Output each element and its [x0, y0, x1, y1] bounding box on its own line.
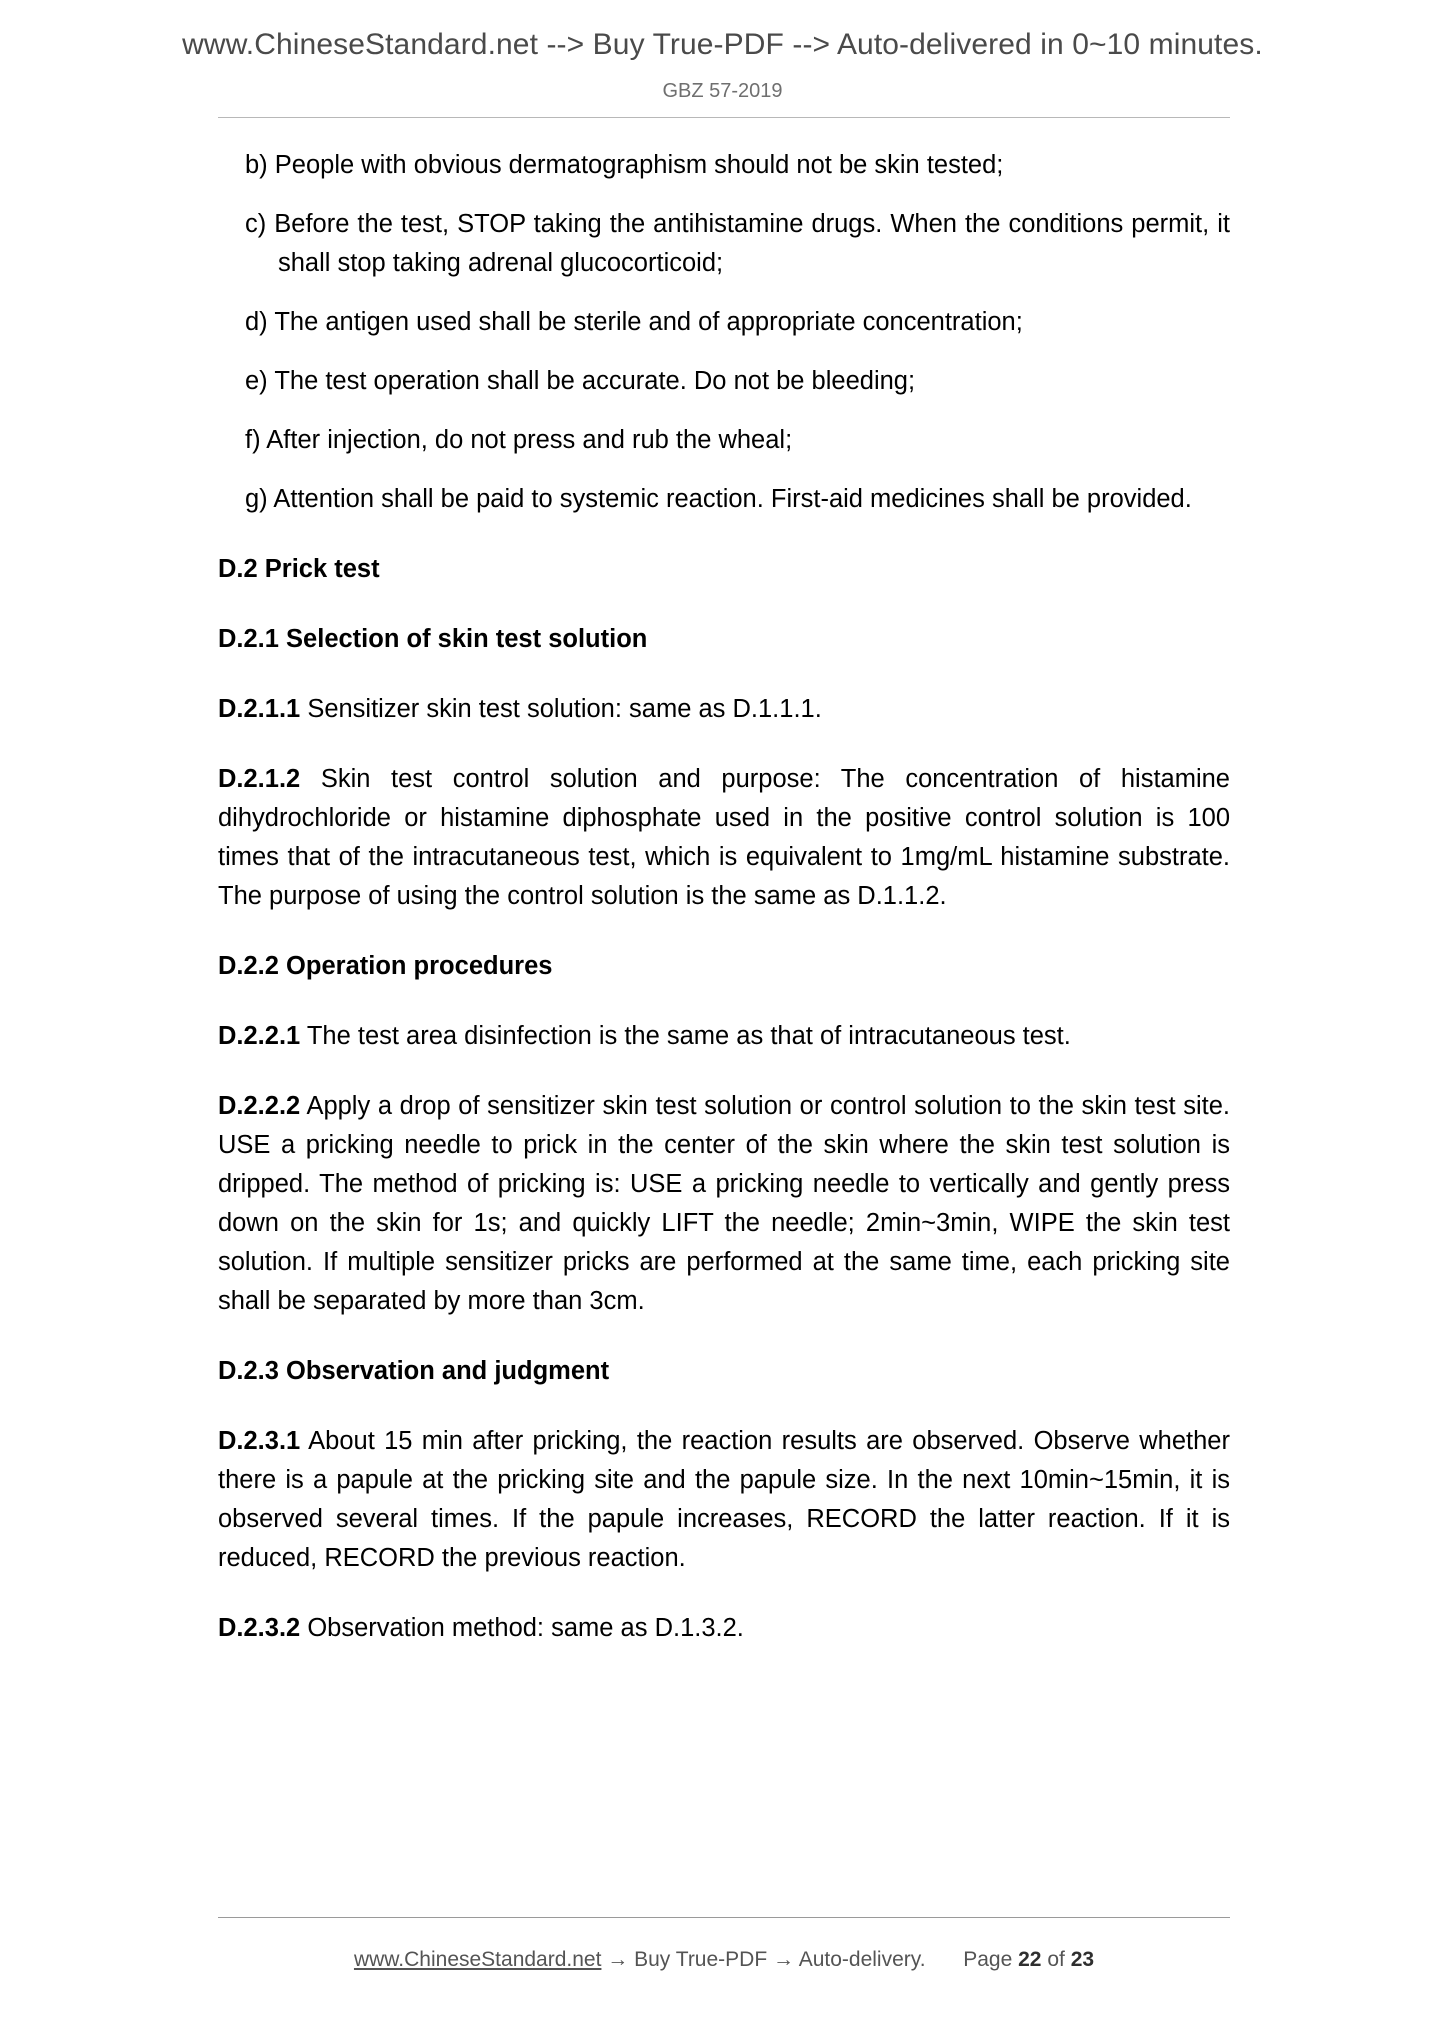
- section-paragraph-d212: [218, 760, 1230, 916]
- list-item-marker: d): [245, 308, 268, 336]
- list-item: [230, 362, 1230, 401]
- section-heading-d22: [218, 947, 1230, 986]
- section-text: Sensitizer skin test solution: same as D.1.1.1.: [307, 695, 822, 723]
- footer-page-label: Page: [963, 1948, 1013, 1971]
- list-item-marker: b): [245, 151, 268, 179]
- standard-number: GBZ 57-2019: [662, 80, 783, 102]
- footer-total-pages: 23: [1070, 1948, 1095, 1971]
- list-item: [230, 146, 1230, 185]
- list-item-text: Attention shall be paid to systemic reaction. First-aid medicines shall be provided.: [273, 485, 1192, 513]
- section-number: D.2.2.1: [218, 1022, 301, 1050]
- footer-of-label: of: [1047, 1948, 1065, 1971]
- page-footer: [218, 1948, 1230, 1972]
- section-number: D.2.1.1: [218, 695, 301, 723]
- list-item: [230, 303, 1230, 342]
- section-paragraph-d232: [218, 1609, 1230, 1648]
- list-item-text: The test operation shall be accurate. Do not be bleeding;: [274, 367, 916, 395]
- footer-delivery-label: Auto-delivery.: [798, 1948, 926, 1971]
- section-number: D.2.1: [218, 625, 279, 653]
- list-item-text: After injection, do not press and rub the wheal;: [266, 426, 793, 454]
- list-item-text: Before the test, STOP taking the antihistamine drugs. When the conditions permit, it shall stop taking adrenal glucocorticoid;: [274, 210, 1230, 277]
- section-text: Apply a drop of sensitizer skin test solution or control solution to the skin test site. USE a pricking needle to prick in the center of the skin where the skin test solution is dripped. The method of pricking is: USE a pricking needle to vertically and gently press down on the skin for 1s; and quickly LIFT the needle; 2min~3min, WIPE the skin test solution. If multiple sensitizer pricks are performed at the same time, each pricking site shall be separated by more than 3cm.: [218, 1092, 1230, 1315]
- footer-buy-label: Buy True-PDF: [634, 1948, 768, 1971]
- section-title: Selection of skin test solution: [286, 625, 648, 653]
- footer-divider: [218, 1917, 1230, 1918]
- section-title: Operation procedures: [286, 952, 553, 980]
- section-text: The test area disinfection is the same as that of intracutaneous test.: [306, 1022, 1071, 1050]
- section-paragraph-d222: [218, 1087, 1230, 1321]
- section-number: D.2.3.1: [218, 1427, 301, 1455]
- list-item-marker: f): [245, 426, 261, 454]
- section-number: D.2.2.2: [218, 1092, 301, 1120]
- section-paragraph-d221: [218, 1017, 1230, 1056]
- section-paragraph-d211: [218, 690, 1230, 729]
- list-item-text: People with obvious dermatographism should not be skin tested;: [274, 151, 1004, 179]
- section-paragraph-d231: [218, 1422, 1230, 1578]
- section-number: D.2: [218, 555, 258, 583]
- list-item-marker: e): [245, 367, 268, 395]
- promo-header-text: www.ChineseStandard.net --> Buy True-PDF --> Auto-delivered in 0~10 minutes.: [182, 28, 1263, 61]
- section-text: About 15 min after pricking, the reaction results are observed. Observe whether there is a papule at the pricking site and the papule size. In the next 10min~15min, it is observed several times. If the papule increases, RECORD the latter reaction. If it is reduced, RECORD the previous reaction.: [218, 1427, 1230, 1572]
- footer-arrow-1-icon: →: [607, 1948, 629, 1971]
- list-item-text: The antigen used shall be sterile and of appropriate concentration;: [274, 308, 1023, 336]
- section-title: Prick test: [264, 555, 380, 583]
- section-title: Observation and judgment: [286, 1357, 610, 1385]
- list-item-marker: c): [245, 210, 267, 238]
- section-number: D.2.3: [218, 1357, 279, 1385]
- header-divider: [218, 117, 1230, 118]
- section-number: D.2.1.2: [218, 765, 301, 793]
- section-heading-d23: [218, 1352, 1230, 1391]
- list-item: [230, 421, 1230, 460]
- section-text: Observation method: same as D.1.3.2.: [307, 1614, 744, 1642]
- section-heading-d2: [218, 550, 1230, 589]
- footer-arrow-2-icon: →: [773, 1948, 795, 1971]
- document-body: [218, 146, 1230, 1679]
- list-item: [230, 480, 1230, 519]
- footer-page-number: 22: [1018, 1948, 1042, 1971]
- footer-url-link[interactable]: www.ChineseStandard.net: [353, 1948, 602, 1971]
- section-number: D.2.3.2: [218, 1614, 301, 1642]
- section-number: D.2.2: [218, 952, 279, 980]
- section-text: Skin test control solution and purpose: The concentration of histamine dihydrochloride or histamine diphosphate used in the positive control solution is 100 times that of the intracutaneous test, which is equivalent to 1mg/mL histamine substrate. The purpose of using the control solution is the same as D.1.1.2.: [218, 765, 1230, 910]
- list-item: [230, 205, 1230, 283]
- section-heading-d21: [218, 620, 1230, 659]
- list-item-marker: g): [245, 485, 268, 513]
